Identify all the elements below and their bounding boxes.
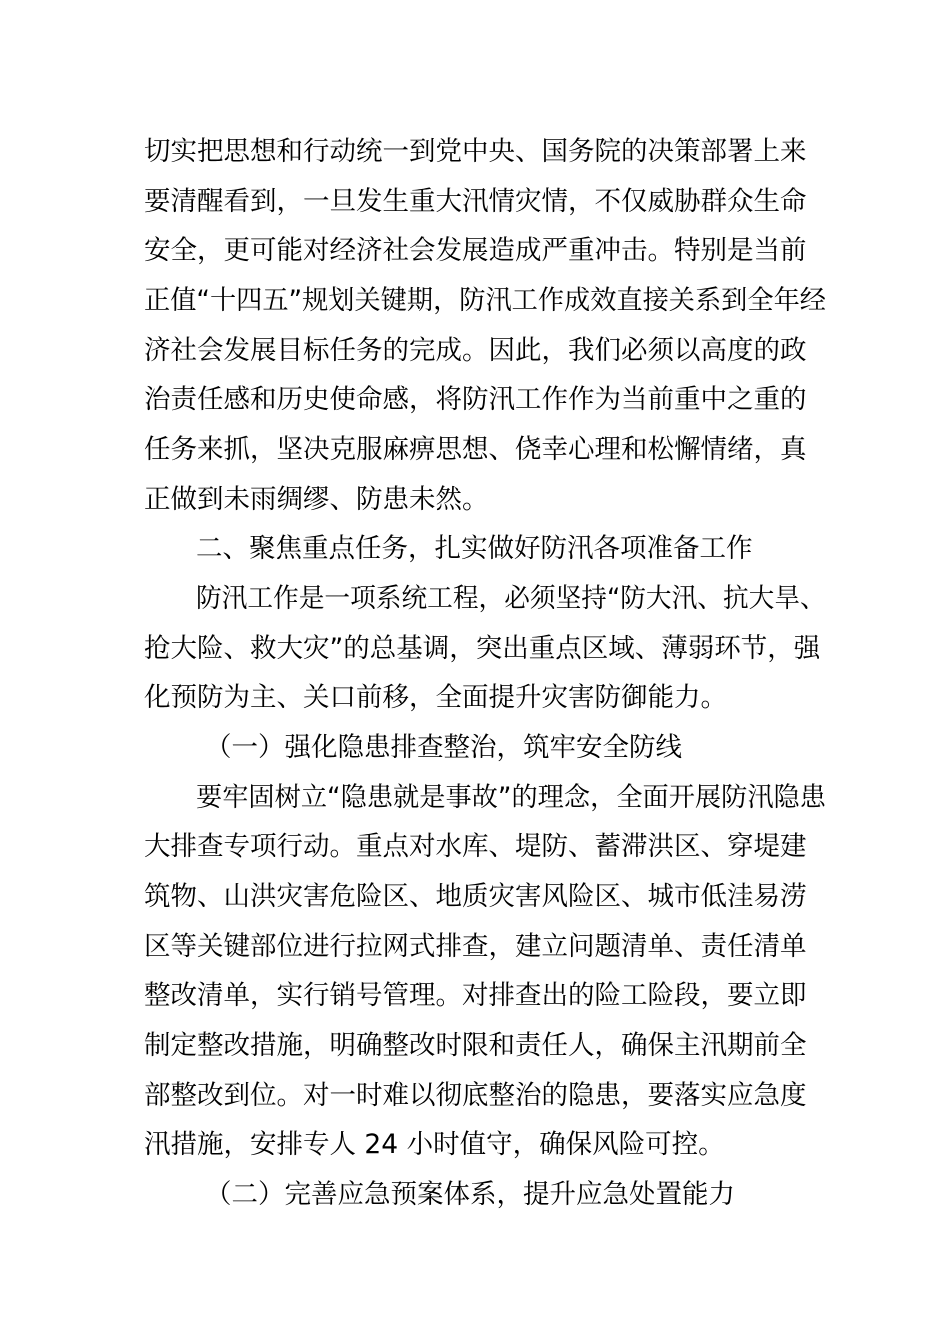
body-text-line: 抢大险、救大灾”的总基调，突出重点区域、薄弱环节，强 (144, 633, 821, 664)
body-text-line: 制定整改措施，明确整改时限和责任人，确保主汛期前全 (144, 1030, 807, 1061)
body-text-line: 筑物、山洪灾害危险区、地质灾害风险区、城市低洼易涝 (144, 881, 807, 912)
subsection-heading: （一）强化隐患排查整治，筑牢安全防线 (205, 732, 682, 763)
body-text-line: 切实把思想和行动统一到党中央、国务院的决策部署上来 (144, 136, 807, 167)
section-heading: 二、聚焦重点任务，扎实做好防汛各项准备工作 (196, 533, 753, 564)
body-text-line: 济社会发展目标任务的完成。因此，我们必须以高度的政 (144, 335, 807, 366)
subsection-heading: （二）完善应急预案体系，提升应急处置能力 (205, 1179, 735, 1210)
body-text-line: 要牢固树立“隐患就是事故”的理念，全面开展防汛隐患 (196, 782, 826, 813)
body-text-line: 正做到未雨绸缪、防患未然。 (144, 484, 489, 515)
body-text-line: 化预防为主、关口前移，全面提升灾害防御能力。 (144, 682, 727, 713)
body-text-line: 安全，更可能对经济社会发展造成严重冲击。特别是当前 (144, 235, 807, 266)
body-text-line: 治责任感和历史使命感，将防汛工作作为当前重中之重的 (144, 384, 807, 415)
body-text-line: 大排查专项行动。重点对水库、堤防、蓄滞洪区、穿堤建 (144, 831, 807, 862)
body-text-line: 汛措施，安排专人 24 小时值守，确保风险可控。 (144, 1129, 725, 1160)
body-text-line: 防汛工作是一项系统工程，必须坚持“防大汛、抗大旱、 (196, 583, 826, 614)
body-text-line: 要清醒看到，一旦发生重大汛情灾情，不仅威胁群众生命 (144, 186, 807, 217)
body-text-line: 区等关键部位进行拉网式排查，建立问题清单、责任清单 (144, 931, 807, 962)
body-text-line: 正值“十四五”规划关键期，防汛工作成效直接关系到全年经 (144, 285, 826, 316)
body-text-line: 任务来抓，坚决克服麻痹思想、侥幸心理和松懈情绪，真 (144, 434, 807, 465)
body-text-line: 整改清单，实行销号管理。对排查出的险工险段，要立即 (144, 980, 807, 1011)
body-text-line: 部整改到位。对一时难以彻底整治的隐患，要落实应急度 (144, 1080, 807, 1111)
